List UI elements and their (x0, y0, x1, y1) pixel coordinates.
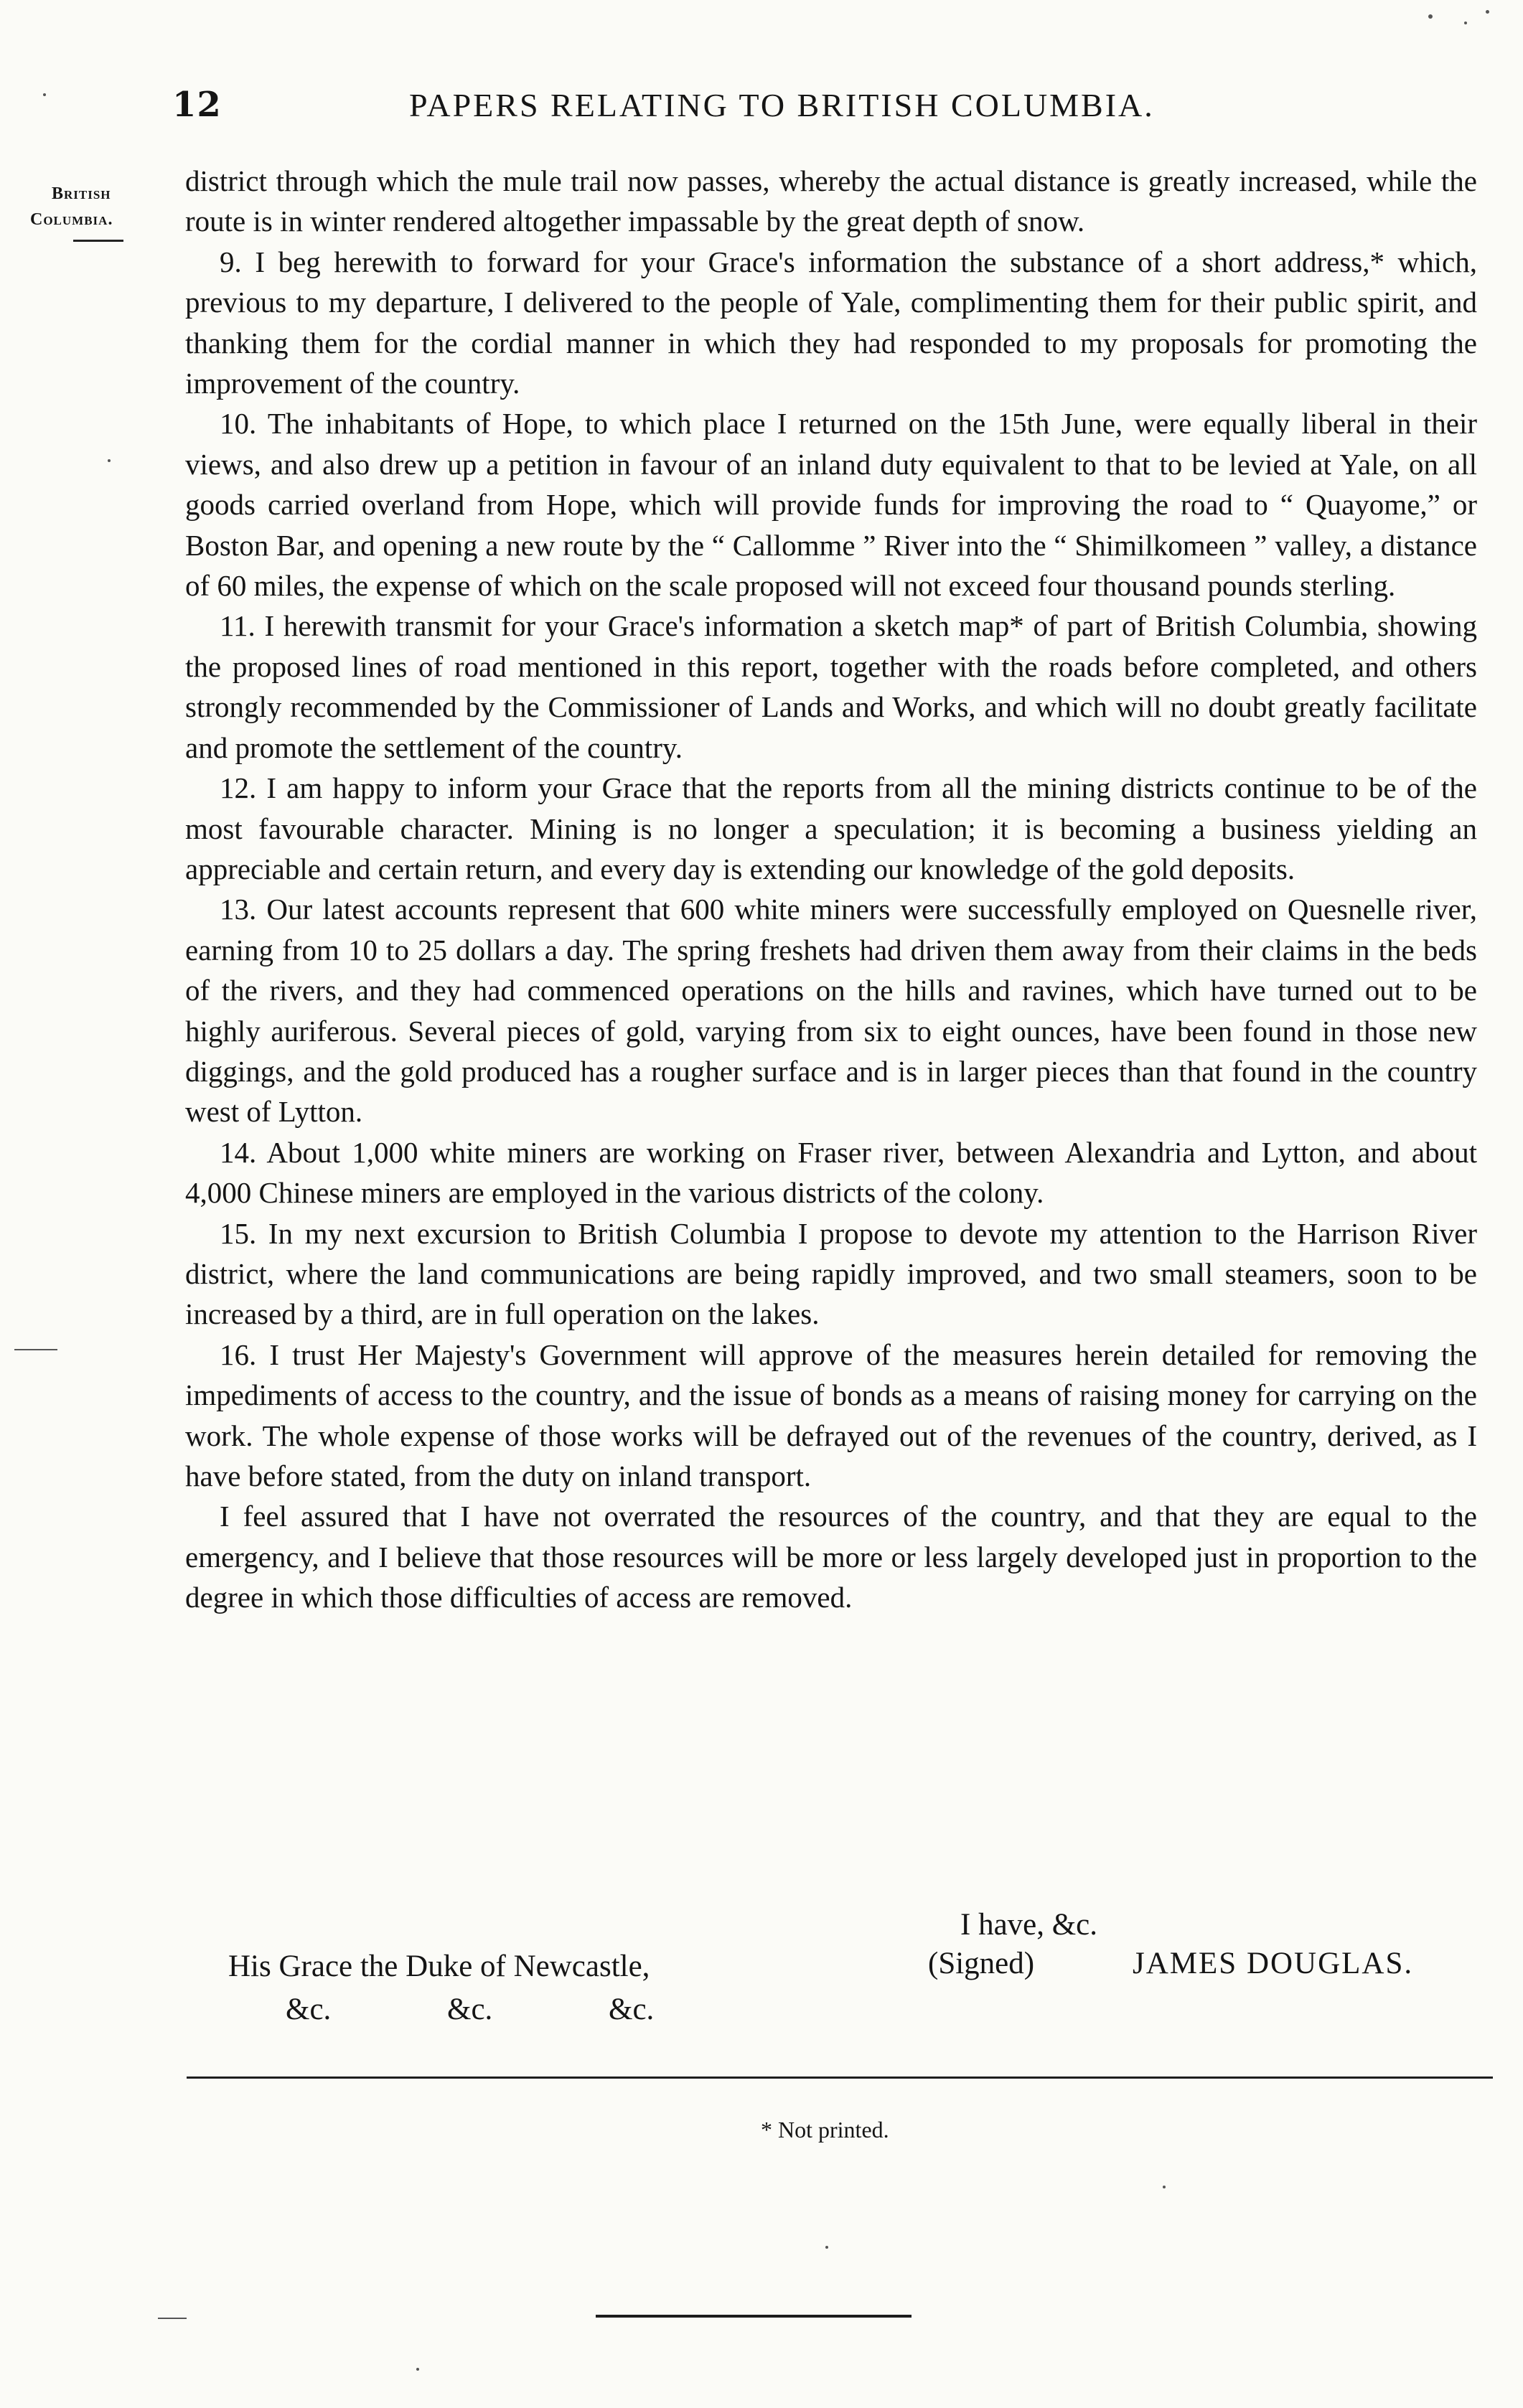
page-header (172, 85, 1493, 135)
etc-3: &c. (609, 1993, 655, 2026)
paragraph-9: 9. I beg herewith to forward for your Grace's information the substance of a short address,* which, previous to my departure, I delivered to the people of Yale, complimenting them for their public spirit, and thanking them for the cordial manner in which they had responded to my proposals for promoting the improvement of the country. (185, 245, 1477, 400)
paragraph-12: 12. I am happy to inform your Grace that the reports from all the mining districts continue to be of the most favourable character. Mining is no longer a speculation; it is becoming a business yielding an appreciable and certain return, and every day is extending our knowledge of the gold deposits. (185, 771, 1477, 885)
bottom-rule (596, 2315, 912, 2318)
paragraph-15: 15. In my next excursion to British Columbia I propose to devote my attention to the Harrison River district, where the land communications are being rapidly improved, and two small steamers, soon to be increased by a third, are in full operation on the lakes. (185, 1216, 1477, 1331)
addressee: His Grace the Duke of Newcastle, (228, 1950, 650, 1983)
etc-row (286, 1990, 788, 2029)
page-number: 12 (172, 85, 222, 125)
etc-2: &c. (447, 1993, 493, 2026)
marginal-note (30, 181, 152, 242)
etc-1: &c. (286, 1993, 332, 2026)
marginal-note-line1: British (52, 184, 111, 203)
body-text (185, 161, 1477, 1618)
signoff-block (185, 1906, 1477, 2049)
paragraph-11: 11. I herewith transmit for your Grace's information a sketch map* of part of British Columbia, showing the proposed lines of road mentioned in this report, together with the roads before completed, and others strongly recommended by the Commissioner of Lands and Works, and which will no doubt greatly facilitate and promote the settlement of the country. (185, 609, 1477, 764)
paragraph-16: 16. I trust Her Majesty's Government will approve of the measures herein detailed for removing the impediments of access to the country, and the issue of bonds as a means of raising money for carrying on the work. The whole expense of those works will be defrayed out of the revenues of the country, derived, as I have before stated, from the duty on inland transport. (185, 1337, 1477, 1492)
paragraph-10: 10. The inhabitants of Hope, to which place I returned on the 15th June, were equally liberal in their views, and also drew up a petition in favour of an inland duty equivalent to that to be levied at Yale, on all goods carried overland from Hope, which will provide funds for improving the road to “ Quayome,” or Boston Bar, and opening a new route by the “ Callomme ” River into the “ Shimilkomeen ” valley, a distance of 60 miles, the expense of which on the scale proposed will not exceed four thousand pounds sterling. (185, 407, 1477, 603)
paragraph-continuation: district through which the mule trail now passes, whereby the actual distance is greatly increased, while the route is in winter rendered altogether impassable by the great depth of snow. (185, 164, 1477, 238)
running-title: PAPERS RELATING TO BRITISH COLUMBIA. (409, 87, 1155, 123)
signer-name: JAMES DOUGLAS. (1133, 1947, 1414, 1980)
signed-label: (Signed) (928, 1947, 1035, 1980)
footnote: * Not printed. (761, 2117, 889, 2143)
marginal-note-line2: Columbia. (30, 210, 113, 229)
marginal-rule (73, 240, 123, 242)
paragraph-closing: I feel assured that I have not overrated the resources of the country, and that they are equal to the emergency, and I believe that those resources will be more or less largely developed just in proportion to the degree in which those difficulties of access are removed. (185, 1500, 1477, 1614)
paragraph-13: 13. Our latest accounts represent that 600 white miners were successfully employed on Quesnelle river, earning from 10 to 25 dollars a day. The spring freshets had driven them away from their claims in the beds of the rivers, and they had commenced operations on the hills and ravines, which have turned out to be highly auriferous. Several pieces of gold, varying from six to eight ounces, have been found in those new diggings, and the gold produced has a rougher surface and is in larger pieces than that found in the country west of Lytton. (185, 893, 1477, 1129)
closing-phrase: I have, &c. (960, 1908, 1098, 1942)
paragraph-14: 14. About 1,000 white miners are working on Fraser river, between Alexandria and Lytton, and about 4,000 Chinese miners are employed in the various districts of the colony. (185, 1135, 1477, 1210)
footnote-divider (187, 2077, 1493, 2079)
